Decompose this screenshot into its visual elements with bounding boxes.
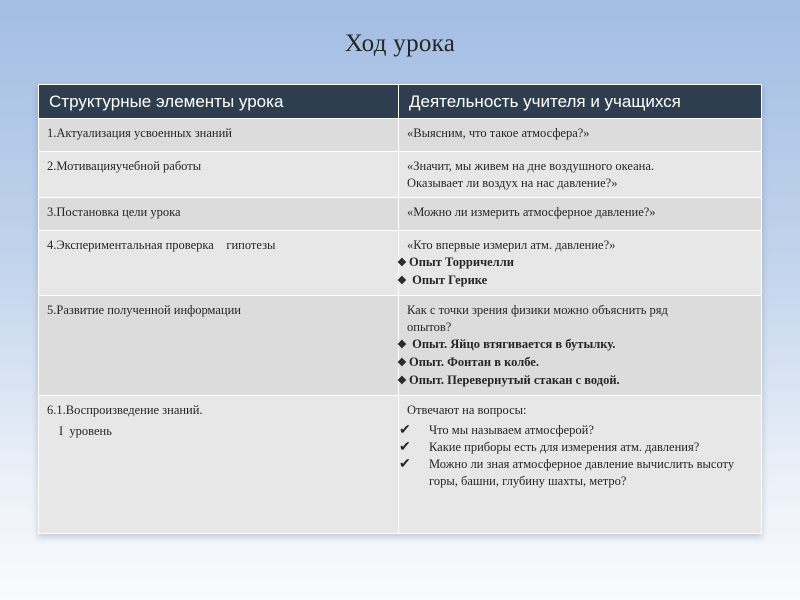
page-title: Ход урока: [344, 30, 456, 57]
question-text: Какие приборы есть для измерения атм. давления?: [429, 440, 700, 454]
bullet-item: [397, 272, 753, 290]
column-header-structure: Структурные элементы урока: [39, 85, 399, 119]
bullet-text: Опыт. Фонтан в колбе.: [409, 355, 539, 369]
bullet-item: [397, 372, 753, 390]
diamond-bullet-icon: ❖: [397, 357, 407, 369]
checkmark-icon: ✔: [399, 440, 411, 455]
activity-cell: [399, 396, 762, 534]
activity-cell: [399, 296, 762, 396]
question-text: Можно ли зная атмосферное давление вычислить высоту горы, башни, глубину шахты, метро?: [429, 457, 735, 488]
bullet-item: [397, 254, 753, 272]
list-item: [399, 456, 753, 490]
bullet-text: Опыт Торричелли: [409, 255, 514, 269]
bullet-text: Опыт. Перевернутый стакан с водой.: [409, 373, 620, 387]
bullet-item: [397, 336, 753, 354]
stage-text: 6.1.Воспроизведение знаний.: [47, 403, 203, 417]
activity-text: «Кто впервые измерил атм. давление?»: [407, 238, 616, 252]
activity-text-line: опытов?: [407, 320, 452, 334]
stage-cell: 2.Мотивацияучебной работы: [39, 152, 399, 198]
bullet-text: Опыт. Яйцо втягивается в бутылку.: [409, 337, 616, 351]
table-row: [39, 198, 762, 231]
checkmark-icon: ✔: [399, 457, 411, 472]
stage-cell: 1.Актуализация усвоенных знаний: [39, 119, 399, 152]
diamond-bullet-icon: ❖: [397, 375, 407, 387]
checkmark-icon: ✔: [399, 423, 411, 438]
list-item: [399, 439, 753, 456]
activity-cell: «Выясним, что такое атмосфера?»: [399, 119, 762, 152]
activity-cell: [399, 231, 762, 296]
table-row: [39, 119, 762, 152]
activity-text-line: «Значит, мы живем на дне воздушного океана.: [407, 159, 655, 173]
diamond-bullet-icon: ❖: [397, 257, 407, 269]
table-row: [39, 231, 762, 296]
question-list: [399, 422, 753, 490]
lesson-plan-table: [38, 84, 762, 534]
table-row: [39, 296, 762, 396]
bullet-text: Опыт Герике: [409, 273, 488, 287]
diamond-bullet-icon: ❖: [397, 339, 407, 351]
activity-text-line: Оказывает ли воздух на нас давление?»: [407, 176, 618, 190]
stage-cell: 3.Постановка цели урока: [39, 198, 399, 231]
stage-cell: [39, 396, 399, 534]
stage-level-text: I уровень: [59, 424, 112, 438]
diamond-bullet-icon: ❖: [397, 275, 407, 287]
question-text: Что мы называем атмосферой?: [429, 423, 594, 437]
bullet-item: [397, 354, 753, 372]
list-item: [399, 422, 753, 439]
table-row: [39, 152, 762, 198]
table-row: [39, 396, 762, 534]
stage-cell: 5.Развитие полученной информации: [39, 296, 399, 396]
stage-cell: 4.Экспериментальная проверка гипотезы: [39, 231, 399, 296]
activity-text-line: Как с точки зрения физики можно объяснить ряд: [407, 303, 668, 317]
activity-text: Отвечают на вопросы:: [407, 403, 527, 417]
column-header-activity: Деятельность учителя и учащихся: [399, 85, 762, 119]
table-header-row: [39, 85, 762, 119]
activity-cell: «Можно ли измерить атмосферное давление?»: [399, 198, 762, 231]
activity-cell: [399, 152, 762, 198]
